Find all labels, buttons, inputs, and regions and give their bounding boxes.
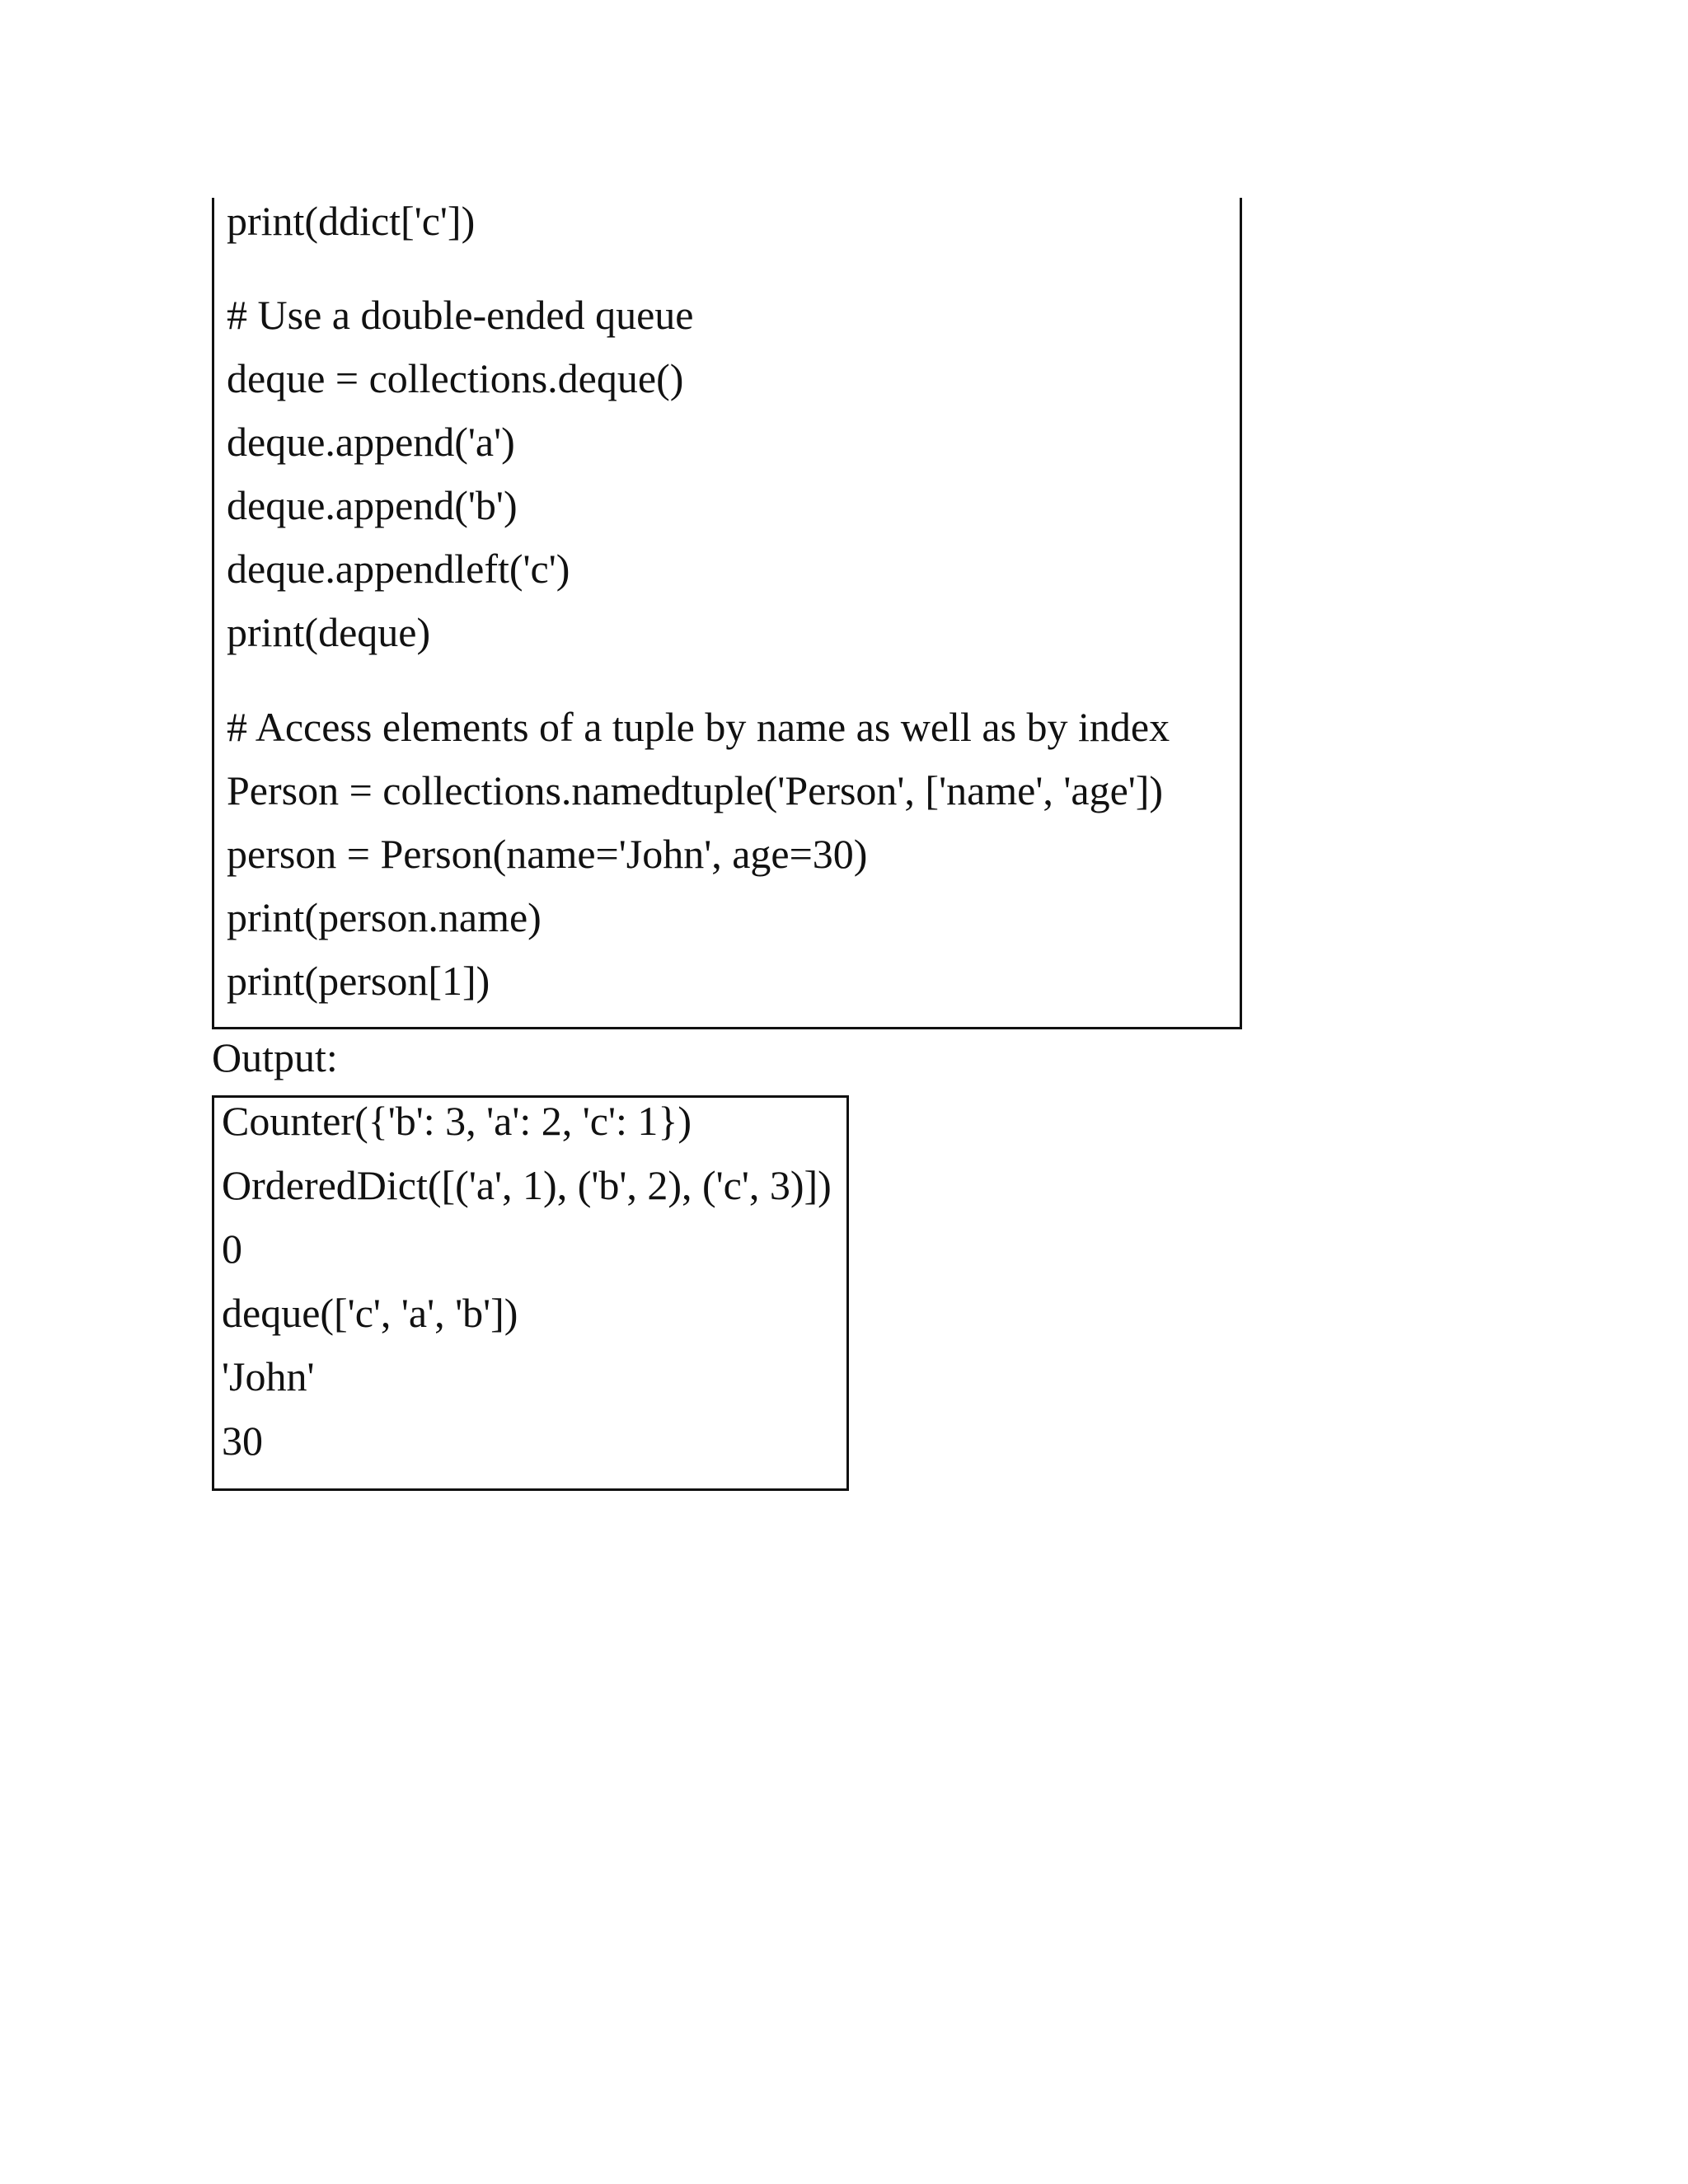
output-line: 30: [222, 1418, 263, 1464]
output-line: 0: [222, 1226, 242, 1272]
code-line: print(ddict['c']): [227, 198, 476, 244]
code-line: deque.appendleft('c'): [227, 546, 570, 592]
code-line: deque = collections.deque(): [227, 355, 684, 401]
output-line: 'John': [222, 1353, 315, 1399]
code-comment: # Access elements of a tuple by name as well as by index: [227, 704, 1170, 750]
code-line: deque.append('a'): [227, 419, 515, 465]
output-line: OrderedDict([('a', 1), ('b', 2), ('c', 3)]): [222, 1162, 832, 1208]
output-label: Output:: [212, 1034, 338, 1080]
code-line: person = Person(name='John', age=30): [227, 831, 868, 877]
code-line: Person = collections.namedtuple('Person', ['name', 'age']): [227, 767, 1164, 813]
output-line: Counter({'b': 3, 'a': 2, 'c': 1}): [222, 1098, 692, 1144]
code-line: deque.append('b'): [227, 482, 518, 528]
code-line: print(person.name): [227, 894, 542, 940]
output-line: deque(['c', 'a', 'b']): [222, 1290, 518, 1336]
code-line: print(deque): [227, 609, 431, 655]
code-comment: # Use a double-ended queue: [227, 292, 694, 338]
code-line: print(person[1]): [227, 958, 490, 1004]
